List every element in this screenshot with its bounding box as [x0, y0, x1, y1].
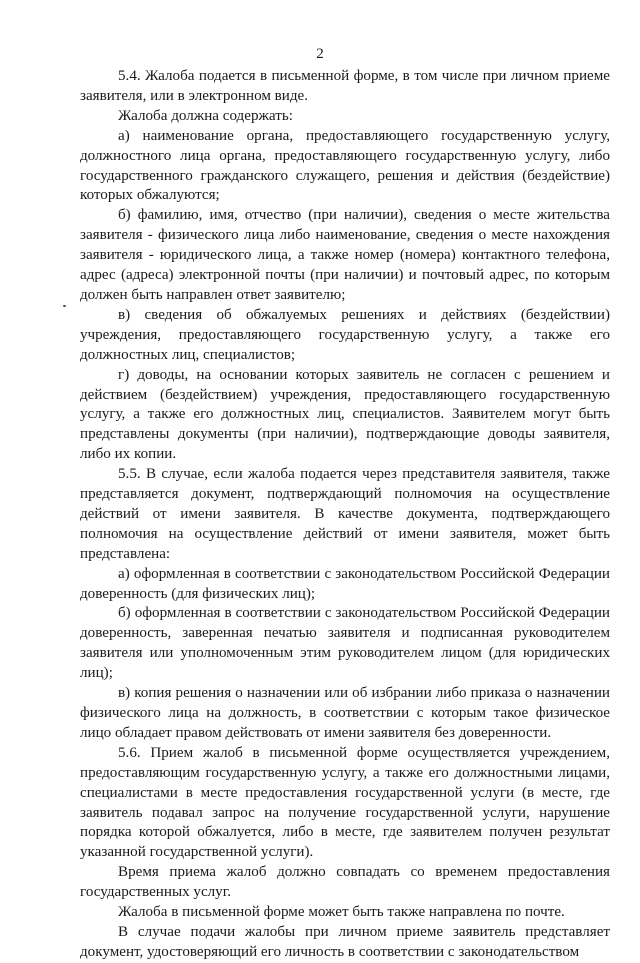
paragraph-complaint-contents: Жалоба должна содержать:	[118, 107, 293, 124]
paragraph-5-5-item-b: б) оформленная в соответствии с законодательством Российской Федерации доверенность, заверенная печатью заявителя и подписанная руководителем заявителя или уполномоченным этим руководителем лицом (для юридических лиц);	[80, 605, 610, 682]
document-body	[80, 67, 610, 963]
paragraph-reception-time: Время приема жалоб должно совпадать со временем предоставления государственных услуг.	[80, 864, 610, 901]
paragraph-5-5-item-a: а) оформленная в соответствии с законодательством Российской Федерации доверенность (для физических лиц);	[80, 565, 610, 602]
page-number: 2	[316, 46, 324, 62]
paragraph-item-b: б) фамилию, имя, отчество (при наличии), сведения о месте жительства заявителя - физического лица либо наименование, сведения о месте нахождения заявителя - юридического лица, а также номер (номера) контактного телефона, адрес (адреса) электронной почты (при наличии) и почтовый адрес, по которым должен быть направлен ответ заявителю;	[80, 207, 610, 303]
paragraph-item-a: а) наименование органа, предоставляющего государственную услугу, должностного лица органа, предоставляющего государственную услугу, либо государственного гражданского служащего, решения и действия (бездействие) которых обжалуются;	[80, 127, 610, 204]
paragraph-by-mail: Жалоба в письменной форме может быть также направлена по почте.	[118, 904, 565, 921]
paragraph-item-v: в) сведения об обжалуемых решениях и действиях (бездействии) учреждения, предоставляющего государственную услугу, а также его должностных лиц, специалистов;	[80, 306, 610, 363]
paragraph-5-6: 5.6. Прием жалоб в письменной форме осуществляется учреждением, предоставляющим государственную услугу, а также его должностными лицами, специалистами в месте предоставления государственной услуги (в месте, где заявитель подавал запрос на получение государственной услуги, нарушение порядка которой обжалуется, либо в месте, где заявителем получен результат указанной государственной услуги).	[80, 744, 610, 861]
paragraph-personal-reception: В случае подачи жалобы при личном приеме заявитель представляет документ, удостоверяющий его личность в соответствии с законодательством	[80, 923, 610, 960]
paragraph-5-5: 5.5. В случае, если жалоба подается через представителя заявителя, также представляется документ, подтверждающий полномочия на осуществление действий от имени заявителя. В качестве документа, подтверждающего полномочия на осуществление действий от имени заявителя, может быть представлена:	[80, 466, 610, 562]
paragraph-5-4: 5.4. Жалоба подается в письменной форме, в том числе при личном приеме заявителя, или в электронном виде.	[80, 68, 610, 104]
paragraph-5-5-item-v: в) копия решения о назначении или об избрании либо приказа о назначении физического лица на должность, в соответствии с которым такое физическое лицо обладает правом действовать от имени заявителя без доверенности.	[80, 685, 610, 741]
scan-artifact	[63, 305, 66, 307]
paragraph-item-g: г) доводы, на основании которых заявитель не согласен с решением и действием (бездействием) учреждения, предоставляющего государственную услугу, а также его должностных лиц, специалистов. Заявителем могут быть представлены документы (при наличии), подтверждающие доводы заявителя, либо их копии.	[80, 366, 610, 463]
